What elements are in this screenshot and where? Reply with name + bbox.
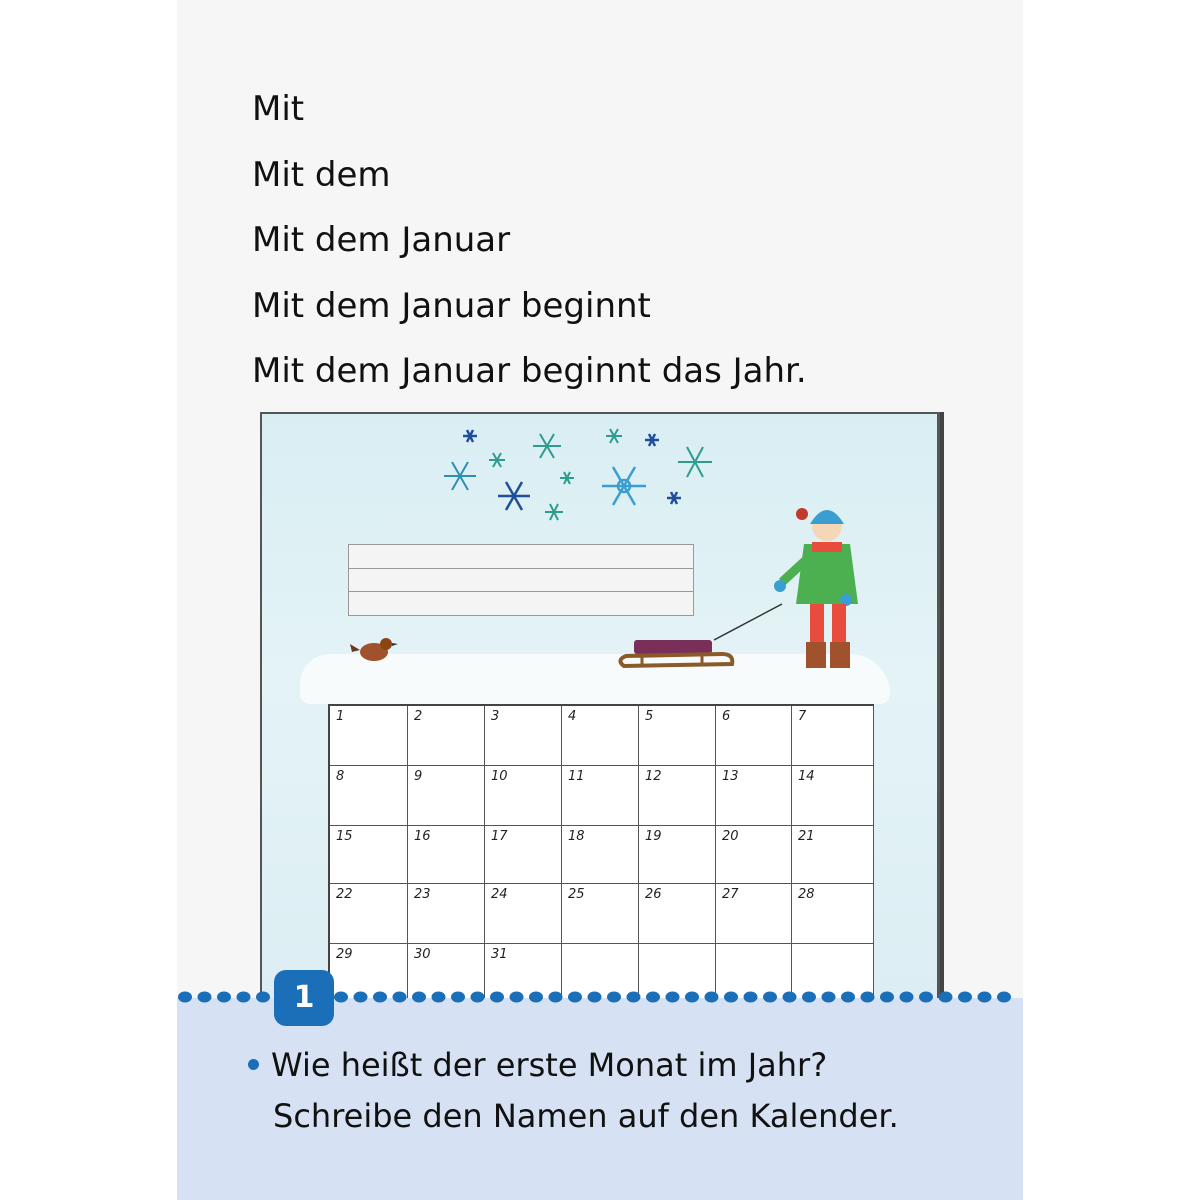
border-dot — [861, 992, 875, 1003]
calendar-day-cell[interactable]: 31 — [485, 944, 562, 1004]
border-dot — [783, 992, 797, 1003]
calendar-day-cell[interactable]: 9 — [408, 766, 485, 826]
border-dot — [744, 992, 758, 1003]
calendar-day-cell[interactable]: 7 — [792, 706, 874, 766]
bird-illustration — [350, 638, 398, 661]
calendar-day-cell[interactable]: 14 — [792, 766, 874, 826]
calendar-day-cell[interactable]: 25 — [562, 884, 639, 944]
border-dot — [178, 992, 192, 1003]
border-dot — [490, 992, 504, 1003]
calendar-day-cell[interactable]: 28 — [792, 884, 874, 944]
calendar-day-cell[interactable]: 26 — [639, 884, 716, 944]
calendar-day-cell[interactable]: 13 — [716, 766, 792, 826]
border-dot — [510, 992, 524, 1003]
calendar-day-cell[interactable]: 27 — [716, 884, 792, 944]
border-dot — [705, 992, 719, 1003]
calendar-day-cell[interactable]: 24 — [485, 884, 562, 944]
border-dot — [685, 992, 699, 1003]
border-dot — [568, 992, 582, 1003]
border-dot — [666, 992, 680, 1003]
sentence-line-5: Mit dem Januar beginnt das Jahr. — [252, 351, 807, 391]
sentence-line-3: Mit dem Januar — [252, 220, 511, 260]
month-name-writing-field[interactable] — [348, 544, 694, 616]
calendar-day-cell[interactable]: 6 — [716, 706, 792, 766]
task-question: Wie heißt der erste Monat im Jahr? — [271, 1046, 828, 1084]
calendar-illustration — [260, 412, 940, 1006]
border-dot — [627, 992, 641, 1003]
border-dot — [412, 992, 426, 1003]
calendar-day-cell[interactable]: 10 — [485, 766, 562, 826]
task-instructions — [248, 1040, 899, 1142]
border-dot — [724, 992, 738, 1003]
border-dot — [217, 992, 231, 1003]
border-dot — [549, 992, 563, 1003]
border-dot — [978, 992, 992, 1003]
calendar-day-cell[interactable]: 16 — [408, 826, 485, 884]
border-dot — [198, 992, 212, 1003]
calendar-day-cell[interactable]: 4 — [562, 706, 639, 766]
sentence-line-1: Mit — [252, 89, 305, 129]
border-dot — [334, 992, 348, 1003]
sentence-line-4: Mit dem Januar beginnt — [252, 285, 651, 326]
border-dot — [588, 992, 602, 1003]
calendar-day-cell[interactable]: 2 — [408, 706, 485, 766]
border-dot — [354, 992, 368, 1003]
calendar-day-cell[interactable]: 20 — [716, 826, 792, 884]
calendar-day-cell[interactable]: 22 — [330, 884, 408, 944]
calendar-day-cell[interactable]: 18 — [562, 826, 639, 884]
border-dot — [919, 992, 933, 1003]
border-dot — [802, 992, 816, 1003]
calendar-day-cell[interactable]: 12 — [639, 766, 716, 826]
calendar-day-cell[interactable]: 23 — [408, 884, 485, 944]
calendar-day-cell[interactable]: 17 — [485, 826, 562, 884]
sentence-line-2: Mit dem — [252, 154, 391, 195]
calendar-day-cell[interactable]: 15 — [330, 826, 408, 884]
bullet-icon — [248, 1059, 259, 1070]
border-dot — [471, 992, 485, 1003]
calendar-day-cell[interactable]: 29 — [330, 944, 408, 1004]
border-dot — [393, 992, 407, 1003]
border-dot — [997, 992, 1011, 1003]
border-dot — [646, 992, 660, 1003]
border-dot — [763, 992, 777, 1003]
border-dot — [373, 992, 387, 1003]
calendar-grid — [328, 704, 874, 1004]
calendar-day-cell[interactable]: 19 — [639, 826, 716, 884]
calendar-day-cell[interactable]: 30 — [408, 944, 485, 1004]
border-dot — [939, 992, 953, 1003]
border-dot — [880, 992, 894, 1003]
calendar-day-cell[interactable]: 5 — [639, 706, 716, 766]
calendar-day-cell[interactable]: 8 — [330, 766, 408, 826]
task-instruction: Schreibe den Namen auf den Kalender. — [273, 1097, 899, 1135]
border-dot — [451, 992, 465, 1003]
task-number-badge: 1 — [274, 970, 334, 1026]
calendar-day-cell[interactable]: 11 — [562, 766, 639, 826]
border-dot — [822, 992, 836, 1003]
border-dot — [958, 992, 972, 1003]
child-illustration — [774, 508, 858, 668]
calendar-day-cell[interactable]: 1 — [330, 706, 408, 766]
border-dot — [841, 992, 855, 1003]
sentence-lines — [252, 86, 807, 414]
border-dot — [432, 992, 446, 1003]
border-dot — [607, 992, 621, 1003]
calendar-day-cell[interactable]: 21 — [792, 826, 874, 884]
border-dot — [237, 992, 251, 1003]
border-dot — [256, 992, 270, 1003]
border-dot — [529, 992, 543, 1003]
calendar-day-cell[interactable]: 3 — [485, 706, 562, 766]
border-dot — [900, 992, 914, 1003]
